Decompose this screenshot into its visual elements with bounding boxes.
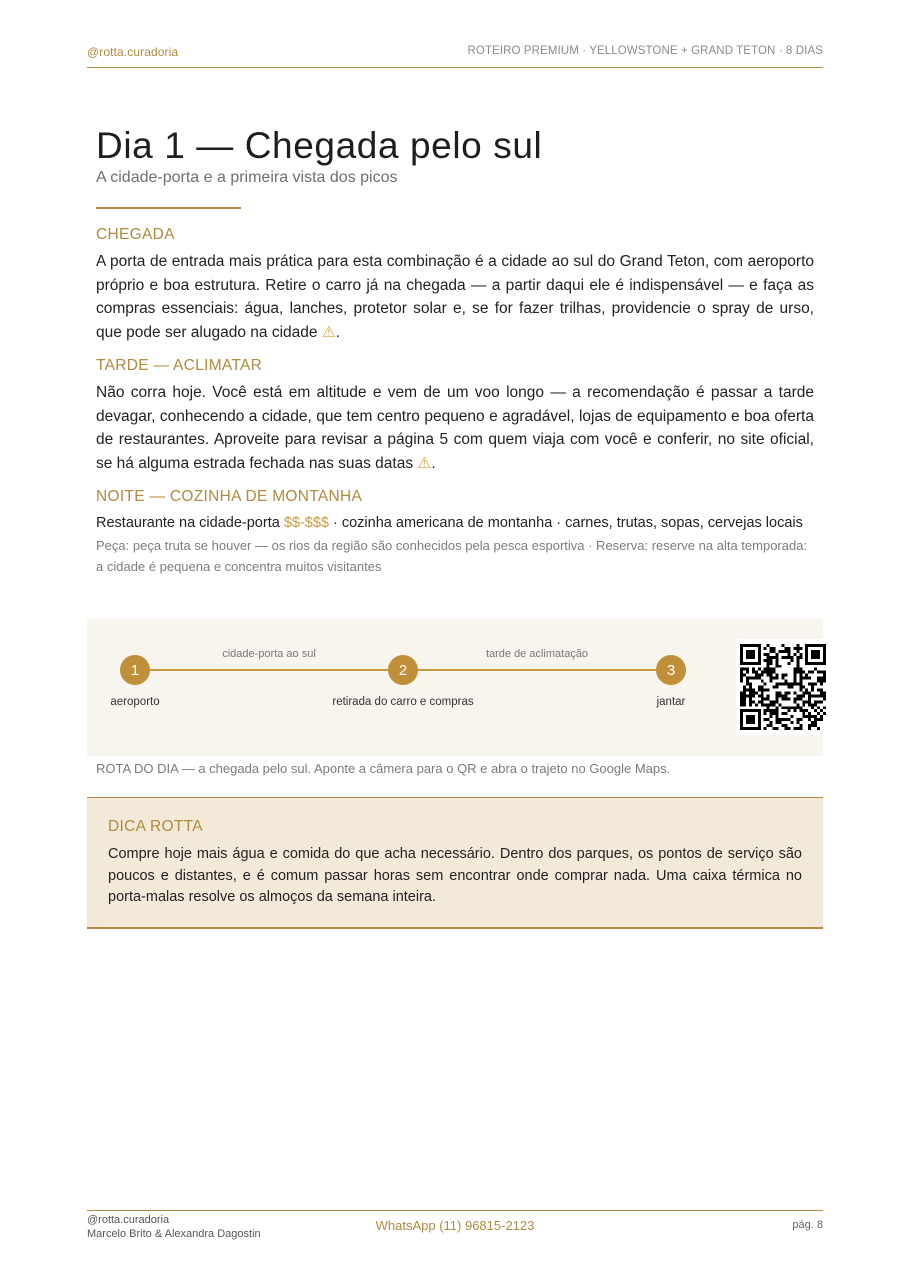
stop-label: retirada do carro e compras (332, 696, 474, 708)
title-divider (96, 207, 241, 209)
warning-icon: ⚠ (417, 454, 432, 472)
warning-icon: ⚠ (321, 323, 336, 341)
route-stop-3: 3 (656, 655, 686, 685)
restaurant-description: · cozinha americana de montanha · carnes, trutas, sopas, cervejas locais (328, 515, 803, 531)
tip-text: Compre hoje mais água e comida do que acha necessário. Dentro dos parques, os pontos de serviço são poucos e distantes, e é comum passar horas sem encontrar onde comprar nada. Uma caixa térmica no porta-malas resolve os almoços da semana inteira. (108, 846, 802, 905)
route-map (87, 619, 823, 756)
footer-brand: @rotta.curadoria (87, 1214, 170, 1226)
route-stop-1: 1 (120, 655, 150, 685)
section-text: Não corra hoje. Você está em altitude e vem de um voo longo — a recomendação é passar a tarde devagar, conhecendo a cidade, que tem centro pequeno e agradável, lojas de equipamento e boa oferta de restaurantes. Aproveite para revisar a página 5 com quem viaja com você e conferir, no site oficial, se há alguma estrada fechada nas suas datas ⚠. (96, 384, 814, 472)
stop-label: aeroporto (110, 696, 160, 708)
section-afternoon (96, 356, 814, 475)
restaurant-info (96, 513, 814, 534)
route-caption: ROTA DO DIA — a chegada pelo sul. Aponte a câmera para o QR e abra o trajeto no Google Maps. (96, 761, 671, 776)
day-content (96, 124, 814, 577)
restaurant-name: Restaurante na cidade-porta (96, 515, 284, 531)
restaurant-note: Peça: peça truta se houver — os rios da região são conhecidos pela pesca esportiva · Reserva: reserve na alta temporada: a cidade é pequena e concentra muitos visitantes (96, 538, 808, 574)
segment-label: tarde de aclimatação (485, 648, 589, 660)
section-arrival (96, 225, 814, 344)
section-heading: NOITE — COZINHA DE MONTANHA (96, 488, 363, 505)
section-heading: TARDE — ACLIMATAR (96, 357, 263, 374)
header-doc-title: ROTEIRO PREMIUM · YELLOWSTONE + GRAND TETON · 8 DIAS (467, 45, 823, 57)
qr-code[interactable] (736, 639, 830, 735)
header-brand: @rotta.curadoria (87, 45, 179, 59)
route-stop-2: 2 (388, 655, 418, 685)
day-title: Dia 1 — Chegada pelo sul (96, 125, 543, 166)
day-subtitle: A cidade-porta e a primeira vista dos picos (96, 169, 398, 186)
section-heading: CHEGADA (96, 226, 175, 243)
tip-box (87, 797, 823, 929)
tip-heading: DICA ROTTA (108, 818, 203, 835)
stop-label: jantar (656, 696, 686, 708)
section-night (96, 487, 814, 577)
section-text: A porta de entrada mais prática para esta combinação é a cidade ao sul do Grand Teton, com aeroporto próprio e boa estrutura. Retire o carro já na chegada — a partir daqui ele é indispensável — e faça as compras essenciais: água, lanches, protetor solar e, se for fazer trilhas, providencie o spray de urso, que pode ser alugado na cidade ⚠. (96, 253, 814, 341)
qr-code-icon (740, 643, 826, 731)
page-header (87, 45, 823, 68)
segment-label: cidade-porta ao sul (222, 648, 316, 660)
price-range: $$-$$$ (283, 515, 329, 531)
page-footer (87, 1210, 823, 1250)
page-number: pág. 8 (792, 1219, 823, 1231)
footer-authors: Marcelo Brito & Alexandra Dagostin (87, 1228, 261, 1240)
whatsapp-contact[interactable]: WhatsApp (11) 96815-2123 (375, 1218, 535, 1233)
